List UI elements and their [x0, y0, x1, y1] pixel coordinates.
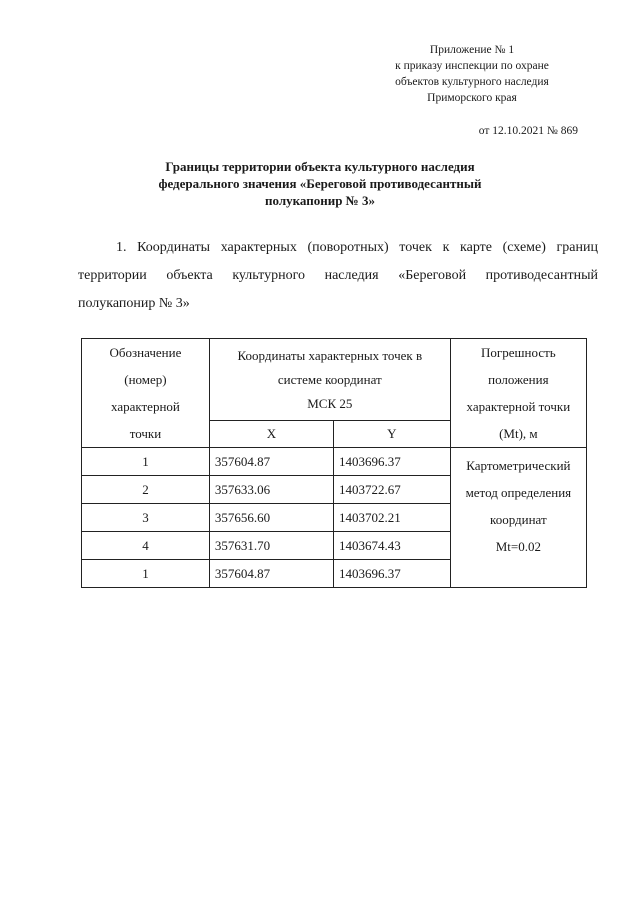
coordinates-table: [81, 338, 587, 588]
appendix-line: Приложение № 1: [429, 44, 515, 56]
point-number: 1: [82, 448, 210, 476]
y-coordinate: 1403722.67: [333, 476, 450, 504]
x-coordinate: 357631.70: [209, 532, 333, 560]
x-coordinate: 357604.87: [209, 560, 333, 588]
x-coordinate: 357633.06: [209, 476, 333, 504]
header-point-number: Обозначение (номер) характерной точки: [82, 339, 210, 448]
paragraph-line: 1. Координаты характерных (поворотных) точек к карте (схеме) границ: [116, 240, 598, 255]
x-coordinate: 357656.60: [209, 504, 333, 532]
title-line: Границы территории объекта культурного наследия: [165, 159, 475, 174]
order-date: от 12.10.2021 № 869: [478, 125, 578, 137]
table-header-row: [82, 339, 587, 421]
point-number: 1: [82, 560, 210, 588]
appendix-line: к приказу инспекции по охране: [395, 60, 549, 72]
point-number: 4: [82, 532, 210, 560]
header-x: X: [209, 421, 333, 448]
y-coordinate: 1403696.37: [333, 560, 450, 588]
paragraph-line: территории объекта культурного наследия «Береговой противодесантный: [78, 268, 598, 283]
header-coordinates: Координаты характерных точек в системе координат МСК 25: [209, 339, 450, 421]
y-coordinate: 1403674.43: [333, 532, 450, 560]
y-coordinate: 1403702.21: [333, 504, 450, 532]
intro-paragraph: [78, 234, 598, 318]
title-line: полукапонир № 3»: [265, 193, 375, 208]
appendix-line: Приморского края: [427, 92, 517, 104]
title-line: федерального значения «Береговой противодесантный: [158, 176, 482, 191]
accuracy-cell: Картометрический метод определения координат Mt=0.02: [450, 448, 586, 588]
point-number: 3: [82, 504, 210, 532]
header-accuracy: Погрешность положения характерной точки (Mt), м: [450, 339, 586, 448]
table-row: [82, 448, 587, 476]
y-coordinate: 1403696.37: [333, 448, 450, 476]
point-number: 2: [82, 476, 210, 504]
paragraph-line: полукапонир № 3»: [78, 296, 190, 311]
appendix-line: объектов культурного наследия: [395, 76, 549, 88]
x-coordinate: 357604.87: [209, 448, 333, 476]
appendix-header: [362, 42, 582, 106]
document-title: [90, 158, 550, 209]
header-y: Y: [333, 421, 450, 448]
